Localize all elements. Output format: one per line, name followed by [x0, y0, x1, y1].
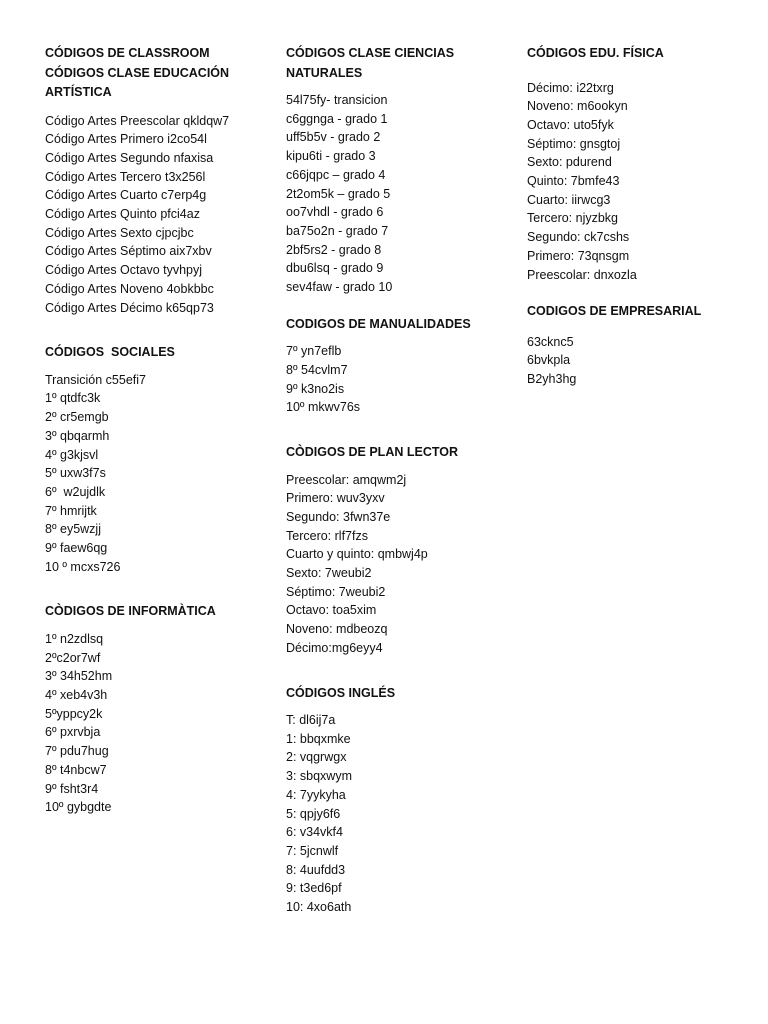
column-2 — [286, 44, 514, 917]
section-title-plan-lector: CÒDIGOS DE PLAN LECTOR — [286, 445, 459, 460]
list-artes — [45, 112, 273, 318]
list-item: 3: sbqxwym — [286, 769, 352, 784]
list-item: 1: bbqxmke — [286, 731, 351, 746]
list-item: Tercero: rlf7fzs — [286, 528, 368, 543]
section-ciencias-naturales — [286, 44, 514, 297]
list-item: Décimo: i22txrg — [527, 80, 614, 95]
list-item: Transición c55efi7 — [45, 372, 146, 387]
list-item: Código Artes Segundo nfaxisa — [45, 150, 214, 165]
list-item: c66jqpc – grado 4 — [286, 167, 386, 182]
section-empresarial — [527, 302, 755, 389]
list-item: 8º ey5wzjj — [45, 522, 101, 537]
list-item: 4º xeb4v3h — [45, 688, 108, 703]
section-educacion-artistica — [45, 64, 273, 318]
list-item: 8: 4uufdd3 — [286, 862, 346, 877]
list-item: 6º w2ujdlk — [45, 484, 106, 499]
list-item: Cuarto y quinto: qmbwj4p — [286, 547, 428, 562]
list-item: 4: 7yykyha — [286, 787, 346, 802]
list-item: Tercero: njyzbkg — [527, 211, 619, 226]
list-item: 2bf5rs2 - grado 8 — [286, 242, 382, 257]
list-item: 2ºc2or7wf — [45, 650, 101, 665]
section-edu-fisica — [527, 44, 755, 284]
list-item: Noveno: mdbeozq — [286, 622, 388, 637]
section-sociales — [45, 343, 273, 576]
list-item: ba75o2n - grado 7 — [286, 223, 389, 238]
list-naturales — [286, 91, 514, 297]
list-ingles — [286, 711, 514, 917]
section-title-manualidades: CODIGOS DE MANUALIDADES — [286, 316, 471, 331]
list-item: 9: t3ed6pf — [286, 881, 342, 896]
list-item: Noveno: m6ookyn — [527, 99, 628, 114]
list-item: Código Artes Quinto pfci4az — [45, 207, 200, 222]
list-item: 10 º mcxs726 — [45, 559, 121, 574]
section-title-ingles: CÓDIGOS INGLÉS — [286, 685, 396, 700]
list-item: sev4faw - grado 10 — [286, 280, 393, 295]
column-3 — [527, 44, 755, 389]
classroom-title: CÓDIGOS DE CLASSROOM — [45, 46, 210, 60]
column-1 — [45, 44, 273, 817]
list-item: Segundo: ck7cshs — [527, 230, 630, 245]
list-item: Código Artes Séptimo aix7xbv — [45, 244, 212, 259]
list-empresarial — [527, 333, 755, 389]
list-item: 7: 5jcnwlf — [286, 844, 339, 858]
list-item: Primero: 73qnsgm — [527, 248, 630, 263]
list-item: 3º qbqarmh — [45, 428, 110, 443]
list-item: B2yh3hg — [527, 372, 577, 387]
list-item: 2t2om5k – grado 5 — [286, 186, 391, 201]
list-item: c6ggnga - grado 1 — [286, 111, 388, 126]
list-item: 6: v34vkf4 — [286, 825, 343, 840]
list-item: 8º 54cvlm7 — [286, 362, 348, 377]
section-plan-lector — [286, 443, 514, 658]
section-title-informatica: CÒDIGOS DE INFORMÀTICA — [45, 604, 216, 619]
list-item: Octavo: uto5fyk — [527, 117, 614, 132]
list-item: 1º n2zdlsq — [45, 631, 104, 646]
list-item: Preescolar: dnxozla — [527, 267, 637, 282]
list-item: Código Artes Octavo tyvhpyj — [45, 263, 203, 278]
section-ingles — [286, 684, 514, 917]
list-item: 10º gybgdte — [45, 800, 112, 815]
list-item: 5ºyppcy2k — [45, 706, 103, 721]
section-title-edu-fisica: CÓDIGOS EDU. FÍSICA — [527, 46, 664, 60]
list-item: 4º g3kjsvl — [45, 447, 99, 462]
list-item: 6º pxrvbja — [45, 725, 101, 740]
list-item: Sexto: pdurend — [527, 155, 612, 170]
list-item: Décimo:mg6eyy4 — [286, 640, 383, 655]
list-sociales — [45, 371, 273, 577]
list-item: Preescolar: amqwm2j — [286, 472, 407, 487]
list-item: Código Artes Preescolar qkldqw7 — [45, 113, 230, 128]
section-title-artes: CÓDIGOS CLASE EDUCACIÓN ARTÍSTICA — [45, 65, 230, 99]
list-item: T: dl6ij7a — [286, 713, 336, 728]
list-item: 3º 34h52hm — [45, 669, 113, 684]
list-item: 6bvkpla — [527, 353, 571, 368]
list-item: Primero: wuv3yxv — [286, 491, 385, 506]
list-plan-lector — [286, 471, 514, 658]
list-item: Código Artes Cuarto c7erp4g — [45, 188, 207, 203]
list-item: uff5b5v - grado 2 — [286, 130, 381, 145]
list-item: 9º faew6qg — [45, 541, 108, 556]
list-item: 9º fsht3r4 — [45, 781, 99, 796]
list-item: kipu6ti - grado 3 — [286, 149, 376, 164]
list-manualidades — [286, 342, 514, 417]
section-manualidades — [286, 315, 514, 417]
list-item: 10: 4xo6ath — [286, 900, 352, 915]
list-item: Código Artes Primero i2co54l — [45, 132, 207, 147]
list-item: Cuarto: iirwcg3 — [527, 192, 611, 207]
section-informatica — [45, 602, 273, 817]
list-informatica — [45, 630, 273, 817]
list-item: Código Artes Sexto cjpcjbc — [45, 225, 194, 240]
section-title-sociales: CÓDIGOS SOCIALES — [45, 345, 175, 360]
list-item: Séptimo: 7weubi2 — [286, 584, 386, 599]
list-item: 63cknc5 — [527, 334, 574, 349]
list-item: Código Artes Noveno 4obkbbc — [45, 281, 214, 296]
list-item: Quinto: 7bmfe43 — [527, 174, 620, 189]
section-title-empresarial: CODIGOS DE EMPRESARIAL — [527, 304, 702, 319]
list-item: 10º mkwv76s — [286, 400, 361, 415]
list-item: 9º k3no2is — [286, 381, 345, 396]
list-item: 5º uxw3f7s — [45, 466, 106, 481]
list-item: Séptimo: gnsgtoj — [527, 136, 621, 151]
list-item: Código Artes Décimo k65qp73 — [45, 300, 214, 315]
list-item: 7º pdu7hug — [45, 744, 109, 759]
list-item: 8º t4nbcw7 — [45, 762, 107, 777]
section-title-naturales: CÓDIGOS CLASE CIENCIAS NATURALES — [286, 46, 455, 80]
list-item: 2º cr5emgb — [45, 410, 109, 425]
list-item: 1º qtdfc3k — [45, 391, 101, 406]
list-item: Octavo: toa5xim — [286, 603, 377, 618]
list-item: 7º hmrijtk — [45, 503, 97, 518]
list-item: 7º yn7eflb — [286, 344, 342, 359]
list-item: 2: vqgrwgx — [286, 750, 347, 765]
list-item: Código Artes Tercero t3x256l — [45, 169, 206, 184]
list-item: oo7vhdl - grado 6 — [286, 205, 384, 220]
list-edu-fisica — [527, 79, 755, 285]
list-item: dbu6lsq - grado 9 — [286, 261, 384, 276]
list-item: Segundo: 3fwn37e — [286, 509, 391, 524]
list-item: 5: qpjy6f6 — [286, 806, 341, 821]
list-item: 54l75fy- transicion — [286, 93, 388, 107]
list-item: Sexto: 7weubi2 — [286, 566, 372, 581]
